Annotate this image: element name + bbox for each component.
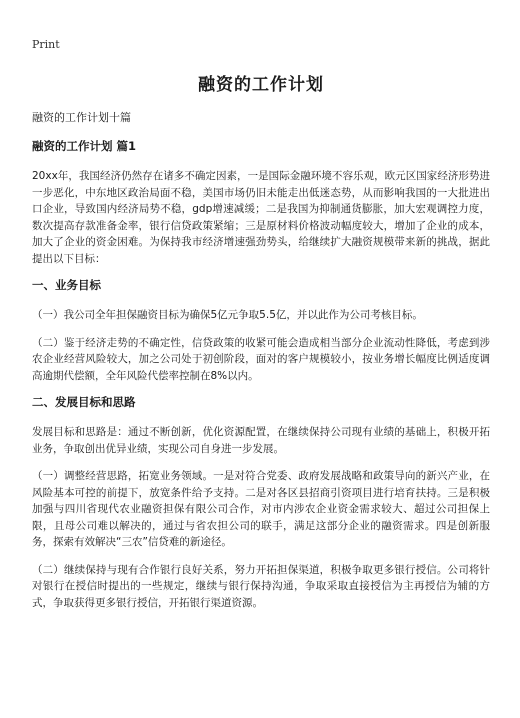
print-label: Print [32,38,60,51]
business-goal-paragraph-2: （二）鉴于经济走势的不确定性，信贷政策的收紧可能会造成相当部分企业流动性降低，考虑到涉农企业经营风险较大，加之公司处于初创阶段，面对的客户规模较小，按业务增长幅度比例适度调高逾期代偿额，全年风险代偿率控制在8%以内。 [32,336,490,382]
business-goal-paragraph-1: （一）我公司全年担保融资目标为确保5亿元争取5.5亿，并以此作为公司考核目标。 [32,309,423,321]
development-paragraph-3: （二）继续保持与现有合作银行良好关系，努力开拓担保渠道，积极争取更多银行授信。公司将针对银行在授信时提出的一些规定，继续与银行保持沟通，争取采取直接授信为主再授信为辅的方式，争取获得更多银行授信，开拓银行渠道资源。 [32,563,490,609]
section-heading-development: 二、发展目标和思路 [32,395,136,409]
intro-paragraph: 20xx年，我国经济仍然存在诸多不确定因素，一是国际金融环境不容乐观，欧元区国家经济形势进一步恶化，中东地区政治局面不稳，美国市场仍旧未能走出低迷态势，从而影响我国的一大批进出口企业，导致国内经济局势不稳，gdp增速减缓；二是我国为抑制通货膨胀，加大宏观调控力度，数次提高存款准备金率，银行信贷政策紧缩；三是原材料价格波动幅度较大，增加了企业的成本，加大了企业的资金困难。为保持我市经济增速强劲势头，给继续扩大融资规模带来新的挑战，据此提出以下目标： [32,170,490,265]
chapter-title: 融资的工作计划 篇1 [32,139,137,153]
development-paragraph-1: 发展目标和思路是：通过不断创新，优化资源配置，在继续保持公司现有业绩的基础上，积极开拓业务，争取创出优异业绩，实现公司自身进一步发展。 [32,426,490,455]
section-heading-business-goals: 一、业务目标 [32,278,101,292]
document-title: 融资的工作计划 [198,75,324,95]
development-paragraph-2: （一）调整经营思路，拓宽业务领域。一是对符合党委、政府发展战略和政策导向的新兴产业，在风险基本可控的前提下，放宽条件给予支持。二是对各区县招商引资项目进行培育扶持。三是积极加强与四川省现代农业融资担保有限公司合作，对市内涉农企业资金需求较大、超过公司担保上限，且母公司难以解决的，通过与省农担公司的联手，满足这部分企业的融资需求。四是创新服务，探索有效解决“三农”信贷难的新途径。 [32,470,490,548]
document-subtitle: 融资的工作计划十篇 [32,111,131,124]
